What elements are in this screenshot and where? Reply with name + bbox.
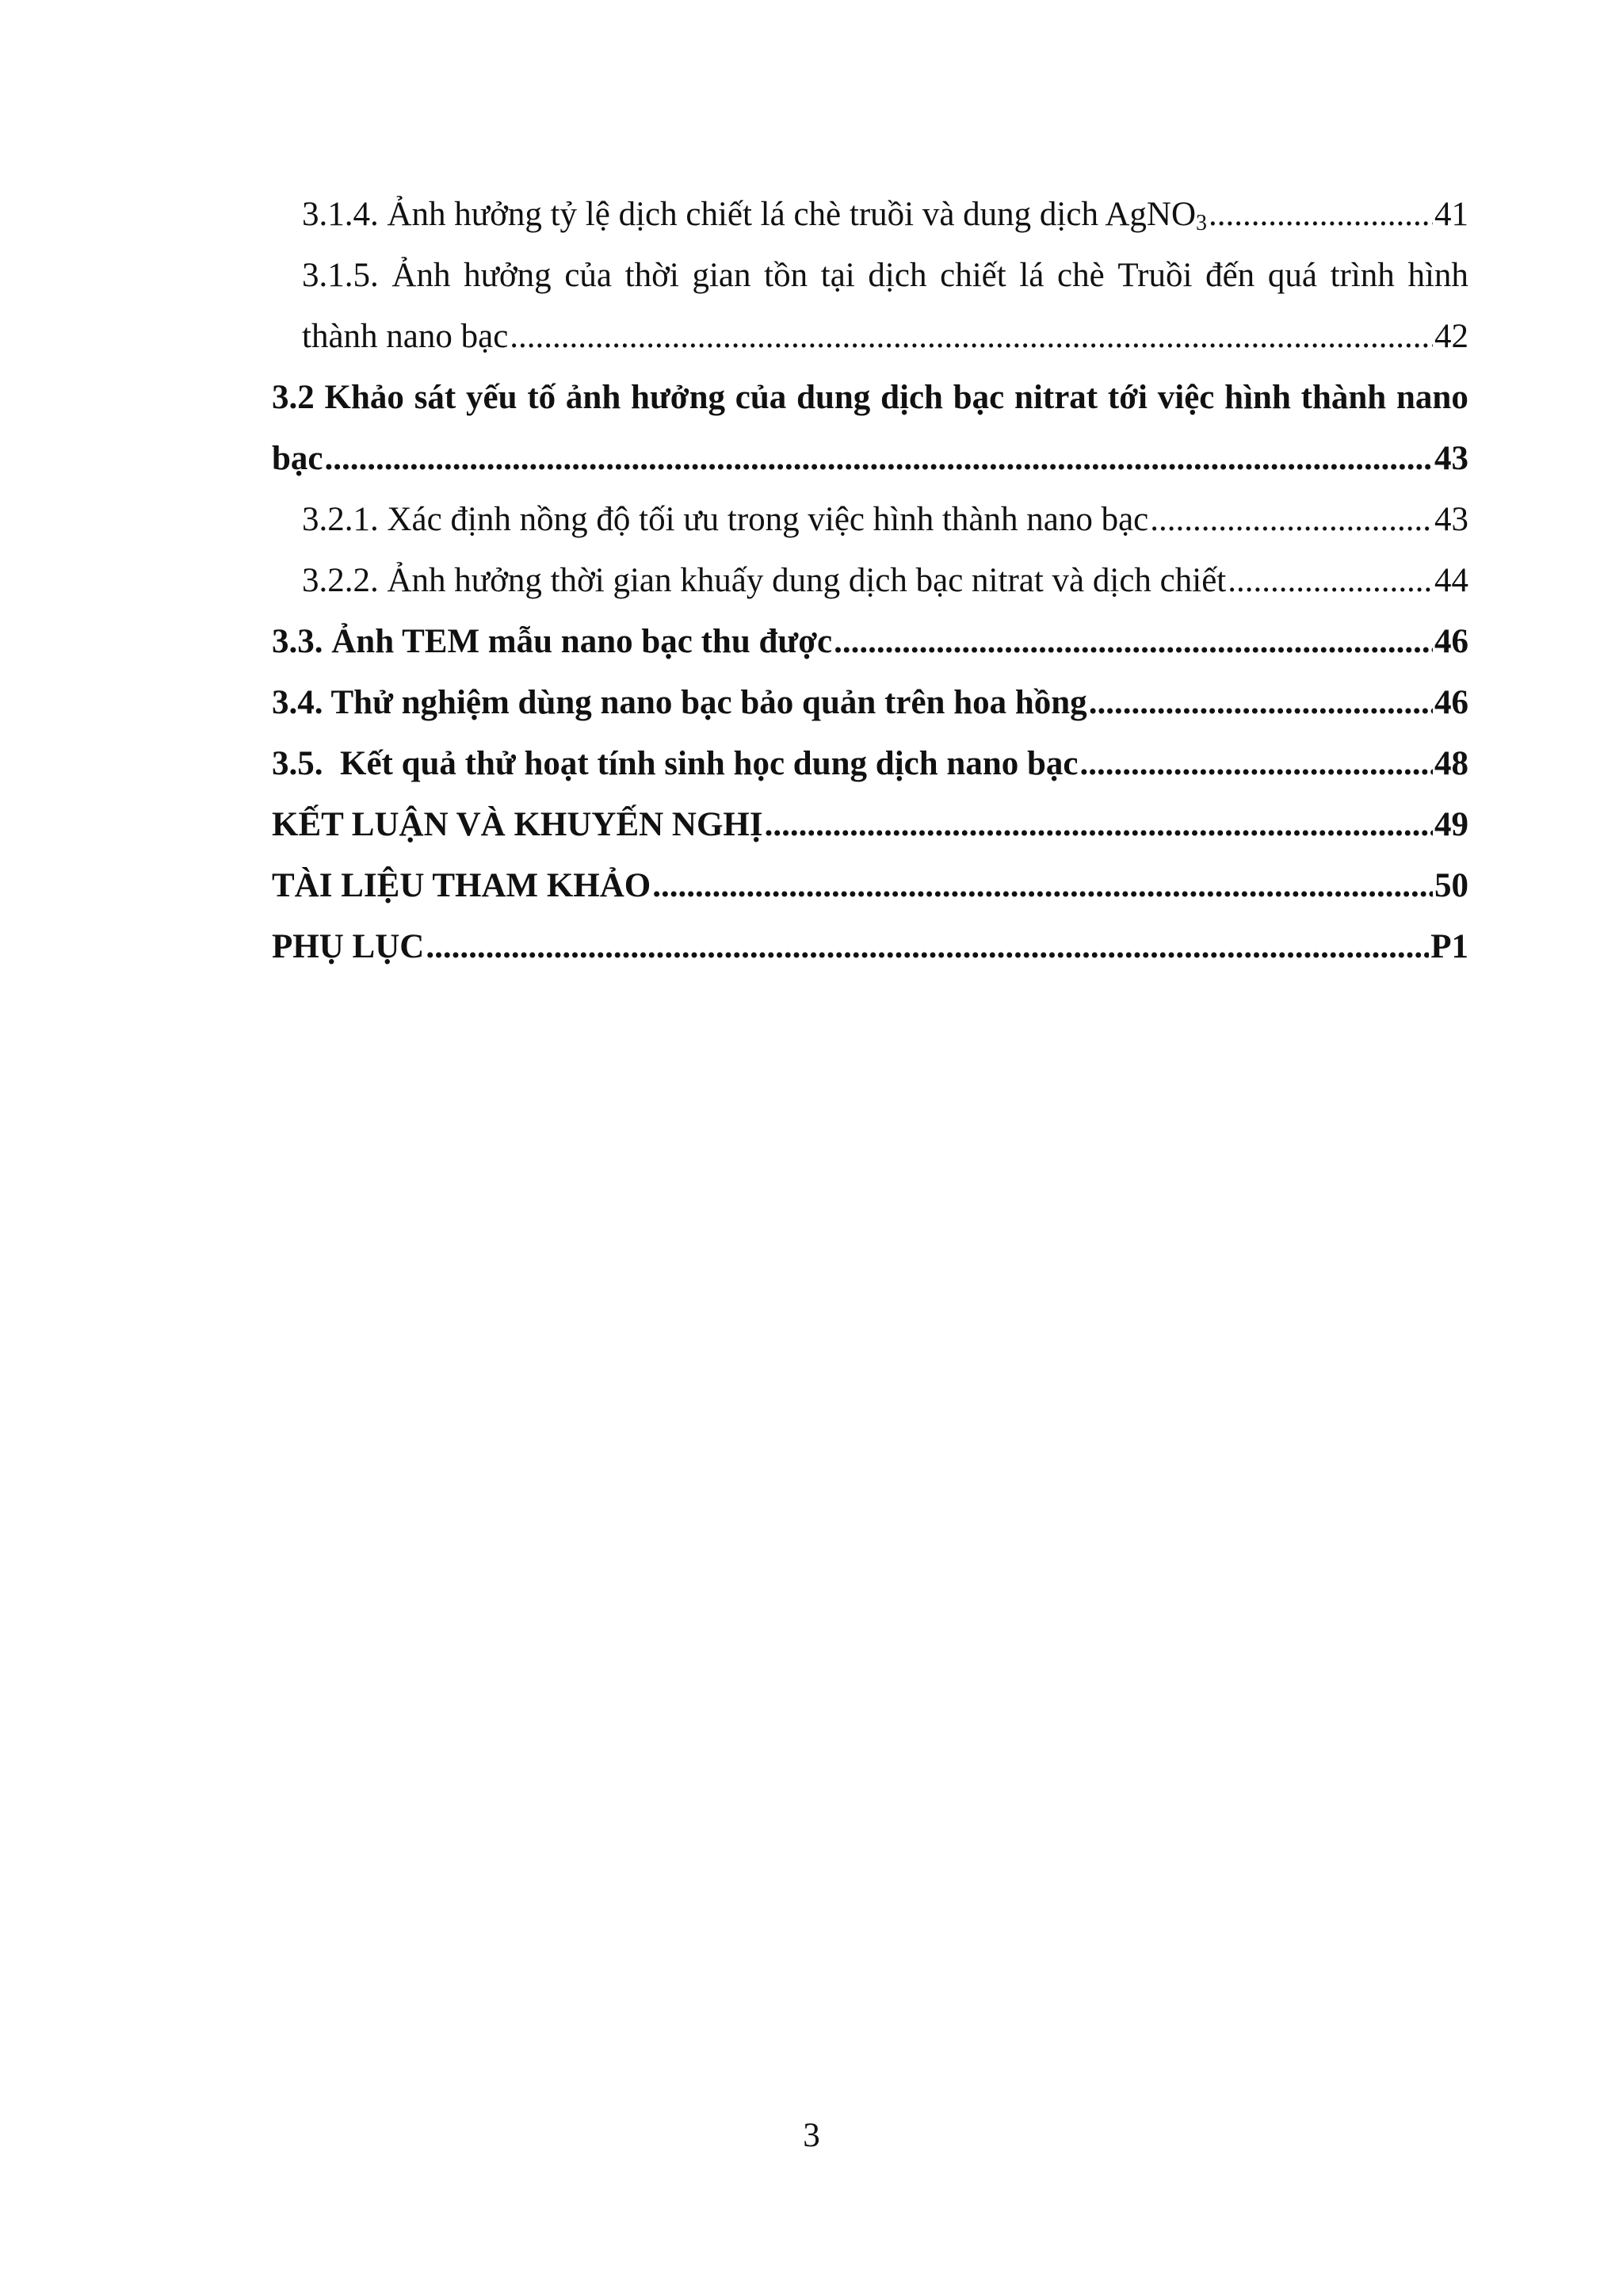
toc-word: việc <box>1157 379 1215 416</box>
toc-word: tới <box>1107 379 1148 416</box>
toc-word: dung <box>796 379 871 416</box>
toc-page-number: 49 <box>1434 806 1468 843</box>
toc-entry-title: 3.1.4. Ảnh hưởng tỷ lệ dịch chiết lá chè truồi và dung dịch AgNO$_3$ <box>302 196 1207 235</box>
toc-word: Ảnh <box>391 257 451 294</box>
toc-entry-title: 3.2.2. Ảnh hưởng thời gian khuấy dung dịch bạc nitrat và dịch chiết <box>302 562 1227 599</box>
toc-word: hưởng <box>464 257 552 294</box>
dot-leader <box>508 306 1433 367</box>
toc-page-number: 44 <box>1434 562 1468 599</box>
toc-page-number: 43 <box>1434 440 1468 477</box>
toc-word: 3.2 <box>272 379 315 416</box>
toc-word: hình <box>1224 379 1291 416</box>
dot-leader <box>323 428 1434 489</box>
toc-word: lá <box>1019 257 1044 294</box>
toc-word: tồn <box>764 257 808 294</box>
toc-entry-title: TÀI LIỆU THAM KHẢO <box>272 867 651 904</box>
toc-entry-conclusion <box>272 794 1468 855</box>
dot-leader <box>763 794 1433 855</box>
subscript-3: 3 <box>1196 211 1207 235</box>
toc-entry-title: 3.4. Thử nghiệm dùng nano bạc bảo quản trên hoa hồng <box>272 684 1087 721</box>
toc-word: chè <box>1057 257 1105 294</box>
toc-entry-3-2-line2 <box>272 428 1468 489</box>
toc-entry-3-5 <box>272 733 1468 794</box>
toc-entry-title: 3.3. Ảnh TEM mẫu nano bạc thu được <box>272 623 833 660</box>
toc-entry-3-2-line1 <box>272 367 1468 428</box>
toc-word: của <box>564 257 612 294</box>
toc-word: trình <box>1330 257 1395 294</box>
toc-entry-3-3 <box>272 611 1468 672</box>
toc-entry-title: 3.5. Kết quả thử hoạt tính sinh học dung dịch nano bạc <box>272 745 1079 782</box>
toc-entry-3-1-4 <box>272 184 1468 245</box>
toc-word: 3.1.5. <box>302 257 379 294</box>
toc-word: thời <box>624 257 679 294</box>
toc-entry-3-4 <box>272 672 1468 733</box>
toc-entry-title: KẾT LUẬN VÀ KHUYẾN NGHỊ <box>272 806 763 843</box>
dot-leader <box>1148 489 1433 550</box>
toc-page-number: 43 <box>1434 501 1468 538</box>
toc-word: sát <box>414 379 456 416</box>
toc-word: gian <box>692 257 751 294</box>
toc-entry-title: 3.2.1. Xác định nồng độ tối ưu trong việc hình thành nano bạc <box>302 501 1149 538</box>
toc-page-number: P1 <box>1430 928 1468 965</box>
toc-entry-3-1-5-line2 <box>272 306 1468 367</box>
toc-page-number: 46 <box>1434 623 1468 660</box>
toc-word: chiết <box>940 257 1006 294</box>
toc-word: nano <box>1396 379 1468 416</box>
toc-word: thành <box>1300 379 1387 416</box>
dot-leader <box>1079 733 1434 794</box>
dot-leader <box>1087 672 1433 733</box>
toc-page-number: 42 <box>1434 318 1468 355</box>
toc-entry-3-2-1 <box>272 489 1468 550</box>
toc-word: dịch <box>868 257 927 294</box>
toc-word: nitrat <box>1014 379 1098 416</box>
toc-word: tố <box>527 379 556 416</box>
toc-entry-appendix <box>272 916 1468 977</box>
toc-entry-references <box>272 855 1468 916</box>
toc-entry-3-1-5-line1 <box>272 245 1468 306</box>
toc-word: hưởng <box>631 379 725 416</box>
toc-entry-title: PHỤ LỤC <box>272 928 425 965</box>
toc-word: bạc <box>953 379 1005 416</box>
toc-word: dịch <box>880 379 943 416</box>
toc-entry-title: bạc <box>272 440 323 477</box>
toc-page-number: 50 <box>1434 867 1468 904</box>
toc-page-number: 41 <box>1434 196 1468 233</box>
dot-leader <box>651 855 1433 916</box>
toc-word: Khảo <box>324 379 404 416</box>
table-of-contents <box>272 184 1468 977</box>
toc-word: của <box>735 379 787 416</box>
toc-word: Truồi <box>1117 257 1193 294</box>
toc-entry-title: thành nano bạc <box>302 318 509 355</box>
toc-entry-3-2-2 <box>272 550 1468 611</box>
dot-leader <box>832 611 1433 672</box>
toc-word: yếu <box>466 379 517 416</box>
toc-word: ảnh <box>565 379 621 416</box>
dot-leader <box>1226 550 1433 611</box>
toc-word: tại <box>820 257 855 294</box>
page-number: 3 <box>803 2117 820 2154</box>
dot-leader <box>1207 184 1433 245</box>
toc-word: hình <box>1407 257 1468 294</box>
toc-page-number: 48 <box>1434 745 1468 782</box>
toc-word: quá <box>1267 257 1317 294</box>
dot-leader <box>424 916 1429 977</box>
toc-word: đến <box>1205 257 1255 294</box>
toc-page-number: 46 <box>1434 684 1468 721</box>
